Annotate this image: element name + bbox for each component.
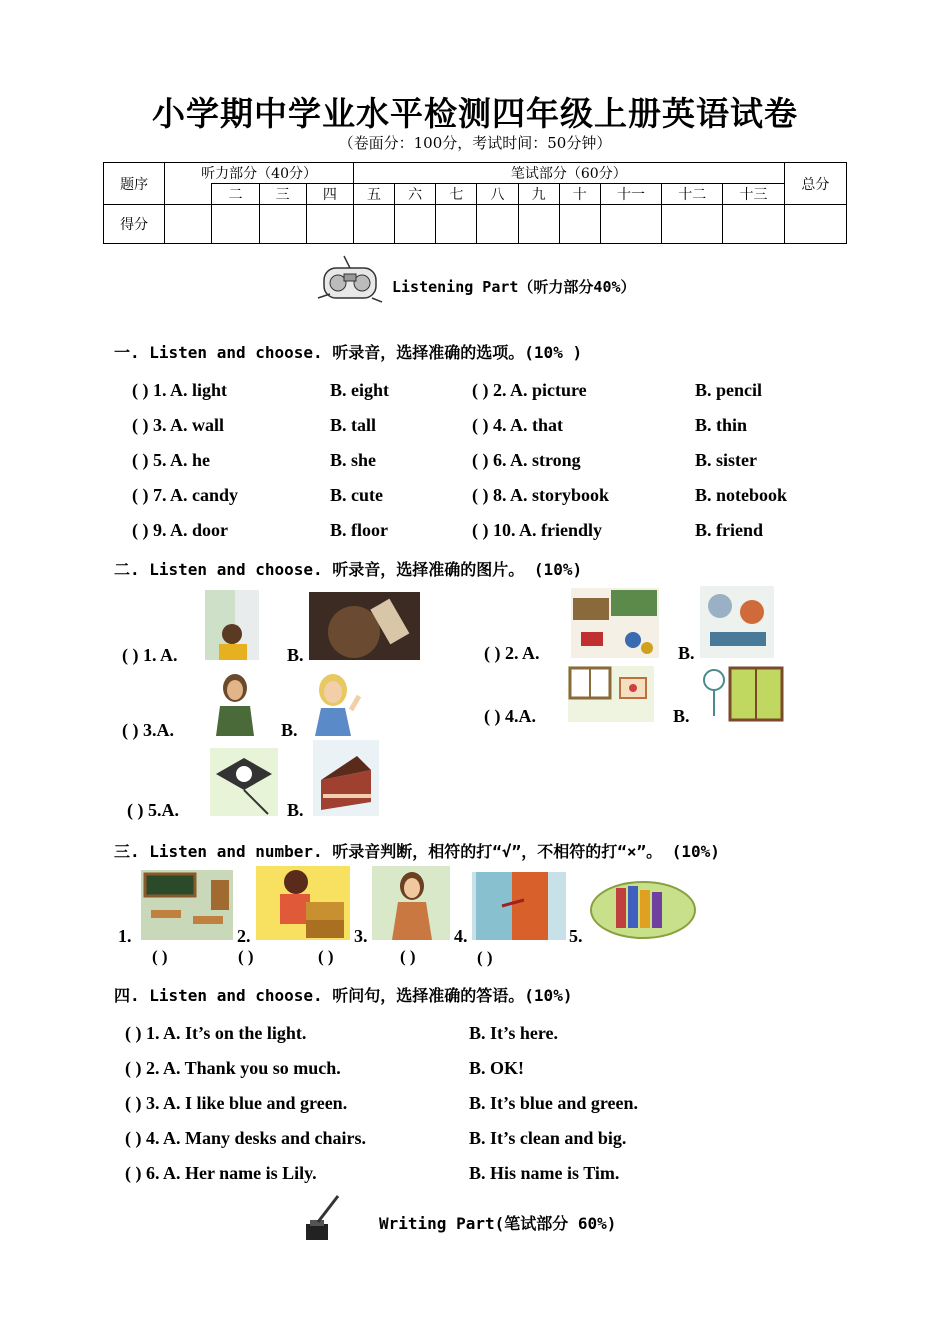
s1-option: B. sister [695, 450, 757, 470]
score-table [103, 162, 847, 244]
page-title: 小学期中学业水平检测四年级上册英语试卷 [152, 94, 798, 133]
s3-label: 2. [237, 926, 251, 946]
s2-b-label: B. [287, 645, 304, 665]
score-cell[interactable] [395, 205, 436, 244]
table-label-order: 题序 [104, 163, 165, 205]
s3-answer-blank[interactable]: ( ) [318, 947, 334, 966]
s4-option: B. It’s blue and green. [469, 1093, 639, 1113]
table-score-label: 得分 [104, 205, 165, 244]
s1-item: ( ) 10. A. friendly [472, 520, 602, 540]
s1-option: B. tall [330, 415, 377, 435]
table-col: 九 [518, 184, 559, 205]
score-cell[interactable] [353, 205, 394, 244]
classroom-picture [141, 870, 233, 940]
s2-b-label: B. [281, 720, 298, 740]
s3-label: 5. [569, 926, 583, 946]
objects-picture [700, 586, 774, 658]
s3-label: 4. [454, 926, 468, 946]
s3-answer-blank[interactable]: ( ) [400, 947, 416, 966]
s1-item: ( ) 7. A. candy [132, 485, 239, 505]
ink-pen-icon [302, 1194, 342, 1242]
table-col: 七 [436, 184, 477, 205]
table-col: 五 [353, 184, 394, 205]
s1-option: B. floor [330, 520, 388, 540]
table-col: 三 [259, 184, 306, 205]
listening-part-heading: Listening Part（听力部分40%） [392, 278, 636, 296]
s3-answer-blank[interactable]: ( ) [477, 948, 493, 967]
score-cell[interactable] [212, 205, 259, 244]
score-cell[interactable] [559, 205, 600, 244]
s4-item: ( ) 6. A. Her name is Lily. [125, 1163, 317, 1183]
section2-heading: 二. Listen and choose. 听录音，选择准确的图片。 (10%) [114, 560, 583, 579]
dark-photo-picture [309, 592, 420, 660]
teacher-picture [372, 866, 450, 940]
s2-q4-label: ( ) 4.A. [484, 706, 536, 726]
s1-option: B. pencil [695, 380, 763, 400]
section4-heading: 四. Listen and choose. 听问句，选择准确的答语。(10%) [114, 986, 573, 1005]
s3-label: 1. [118, 926, 132, 946]
s4-item: ( ) 3. A. I like blue and green. [125, 1093, 348, 1113]
boxes-picture [256, 866, 350, 940]
score-cell[interactable] [723, 205, 784, 244]
s4-item: ( ) 2. A. Thank you so much. [125, 1058, 341, 1078]
table-col: 十二 [662, 184, 723, 205]
kite-picture [210, 748, 278, 816]
schoolbag-picture [588, 872, 698, 940]
s4-item: ( ) 4. A. Many desks and chairs. [125, 1128, 367, 1148]
table-col: 八 [477, 184, 518, 205]
s1-item: ( ) 5. A. he [132, 450, 210, 470]
score-cell[interactable] [165, 205, 212, 244]
s4-option: B. OK! [469, 1058, 525, 1078]
s4-option: B. It’s here. [469, 1023, 558, 1043]
s1-item: ( ) 3. A. wall [132, 415, 224, 435]
table-writing-header: 笔试部分（60分） [353, 163, 784, 184]
s2-q3-label: ( ) 3.A. [122, 720, 174, 740]
score-cell[interactable] [259, 205, 306, 244]
table-col: 十三 [723, 184, 784, 205]
score-cell[interactable] [662, 205, 723, 244]
score-cell[interactable] [784, 205, 846, 244]
fan-window-picture [700, 666, 784, 722]
table-listening-header: 听力部分（40分） [165, 163, 354, 184]
s2-b-label-dot: B. [287, 800, 304, 820]
s1-item: ( ) 8. A. storybook [472, 485, 610, 505]
s4-item: ( ) 1. A. It’s on the light. [125, 1023, 307, 1043]
s1-option: B. friend [695, 520, 764, 540]
score-cell[interactable] [306, 205, 353, 244]
s1-item: ( ) 9. A. door [132, 520, 228, 540]
toys-picture [571, 588, 659, 658]
s1-option: B. she [330, 450, 377, 470]
s1-item: ( ) 1. A. light [132, 380, 228, 400]
table-col: 二 [212, 184, 259, 205]
s1-option: B. cute [330, 485, 383, 505]
s4-option: B. It’s clean and big. [469, 1128, 627, 1148]
score-cell[interactable] [518, 205, 559, 244]
boy-picture [205, 590, 259, 660]
s4-option: B. His name is Tim. [469, 1163, 620, 1183]
writing-part-heading: Writing Part(笔试部分 60%) [379, 1214, 617, 1233]
s1-item: ( ) 2. A. picture [472, 380, 587, 400]
s1-option: B. thin [695, 415, 748, 435]
door-picture [472, 872, 566, 940]
s1-option: B. notebook [695, 485, 788, 505]
section3-heading: 三. Listen and number. 听录音判断，相符的打“√”，不相符的打“×”。 (10%) [114, 842, 720, 861]
s3-label: 3. [354, 926, 368, 946]
section1-heading: 一. Listen and choose. 听录音，选择准确的选项。(10% ) [114, 343, 583, 362]
score-cell[interactable] [477, 205, 518, 244]
table-col: 四 [306, 184, 353, 205]
s2-q2-label: ( ) 2. A. [484, 643, 540, 663]
table-col: 十 [559, 184, 600, 205]
s1-option: B. eight [330, 380, 390, 400]
cake-picture [313, 740, 379, 816]
page-subtitle: （卷面分：100分，考试时间：50分钟） [338, 134, 612, 152]
score-cell[interactable] [600, 205, 661, 244]
s2-b-label-dot: B. [673, 706, 690, 726]
s2-q5-label: ( ) 5.A. [127, 800, 179, 820]
s3-answer-blank[interactable]: ( ) [152, 947, 168, 966]
table-total-label: 总分 [784, 163, 846, 205]
s2-q1-label: ( ) 1. A. [122, 645, 178, 665]
s2-b-label: B. [678, 643, 695, 663]
window-wall-picture [568, 666, 654, 722]
table-col: 十一 [600, 184, 661, 205]
man-picture [212, 670, 258, 736]
girl-picture [305, 670, 363, 736]
s3-answer-blank[interactable]: ( ) [238, 947, 254, 966]
radio-icon [314, 254, 386, 310]
s1-item: ( ) 4. A. that [472, 415, 563, 435]
score-cell[interactable] [436, 205, 477, 244]
table-col: 六 [395, 184, 436, 205]
s1-item: ( ) 6. A. strong [472, 450, 581, 470]
